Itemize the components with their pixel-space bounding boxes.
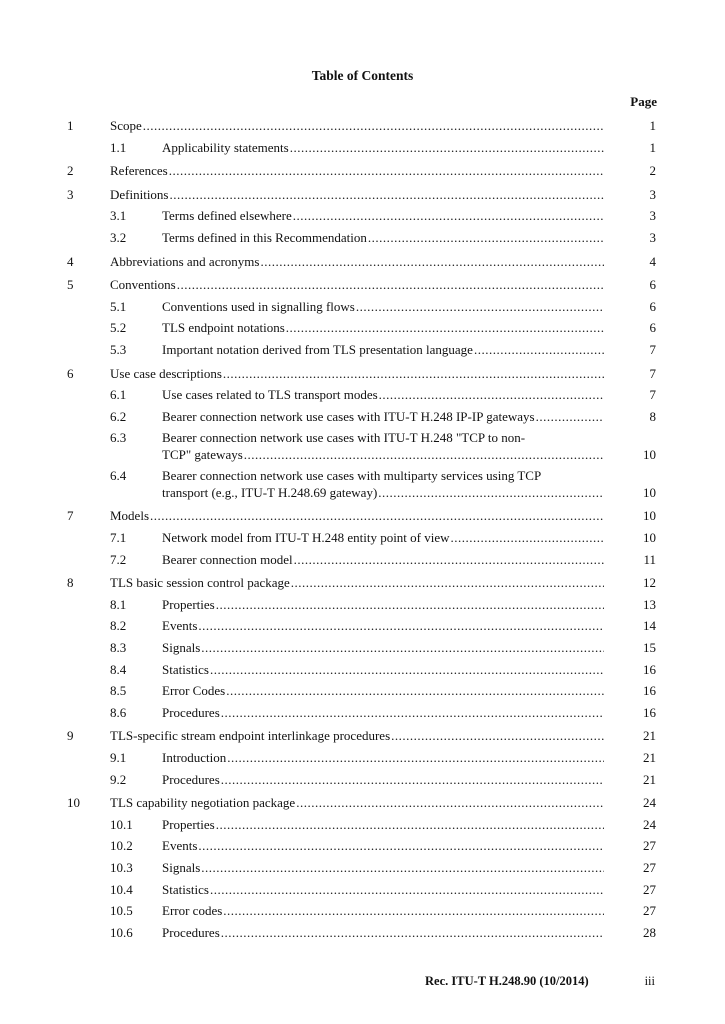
- toc-entry-label-continued: transport (e.g., ITU-T H.248.69 gateway): [162, 485, 378, 501]
- toc-entry-label-continued: TCP" gateways: [162, 447, 243, 463]
- dot-leader: [379, 387, 604, 403]
- footer-page-number: iii: [644, 974, 655, 988]
- toc-entry-label: Important notation derived from TLS presentation language: [162, 342, 473, 357]
- dot-leader: [223, 903, 604, 919]
- toc-entry-number: 4: [67, 253, 74, 269]
- toc-entry-label: Properties: [162, 596, 215, 612]
- toc-entry-number: 8.2: [110, 618, 127, 634]
- dot-leader: [293, 208, 604, 224]
- toc-entry-label: Procedures: [162, 771, 220, 787]
- toc-entry-number: 8.5: [110, 683, 127, 699]
- dot-leader: [286, 320, 604, 336]
- toc-entry-number: 1.1: [110, 139, 127, 155]
- toc-entry-label: Abbreviations and acronyms: [110, 253, 260, 269]
- toc-entry-page: 2: [649, 163, 656, 179]
- toc-entry-label: Network model from ITU-T H.248 entity point of view: [162, 530, 450, 545]
- dot-leader: [169, 163, 604, 179]
- toc-entry-label: Use cases related to TLS transport modes: [162, 387, 378, 403]
- toc-entry-page: 3: [649, 186, 656, 202]
- toc-entry-page: 1: [649, 118, 656, 133]
- dot-leader: [216, 597, 604, 613]
- toc-entry-page: 6: [649, 320, 656, 336]
- toc-entry-number: 8.1: [110, 596, 127, 612]
- dot-leader: [368, 230, 604, 246]
- dot-leader: [356, 299, 604, 315]
- toc-entry-number: 10.5: [110, 903, 133, 919]
- toc-entry-number: 6.4: [110, 468, 127, 484]
- toc-entry-number: 10.4: [110, 881, 133, 897]
- toc-entry-number: 5.3: [110, 342, 127, 357]
- toc-entry-page: 7: [649, 342, 656, 357]
- toc-entry-page: 8: [649, 408, 656, 424]
- toc-entry-label: Signals: [162, 860, 201, 875]
- dot-leader: [221, 705, 604, 721]
- toc-entry-number: 10.2: [110, 838, 133, 854]
- toc-entry-page: 7: [649, 387, 656, 403]
- dot-leader: [143, 118, 604, 134]
- toc-entry-page: 14: [643, 618, 656, 634]
- toc-entry-number: 2: [67, 163, 74, 179]
- toc-entry-number: 7.2: [110, 551, 127, 567]
- toc-entry-page: 16: [643, 683, 656, 699]
- toc-entry-page: 16: [643, 661, 656, 677]
- toc-entry-number: 8.3: [110, 640, 127, 655]
- toc-entry-page: 11: [643, 551, 656, 567]
- toc-entry-number: 10.1: [110, 816, 133, 832]
- dot-leader: [226, 683, 604, 699]
- toc-entry-label: Procedures: [162, 924, 220, 940]
- toc-entry-number: 10: [67, 795, 80, 811]
- toc-entry-label: Signals: [162, 640, 201, 655]
- toc-entry-number: 5: [67, 277, 74, 293]
- toc-entry-number: 5.1: [110, 298, 127, 314]
- toc-entry-label: Properties: [162, 816, 215, 832]
- dot-leader: [221, 925, 604, 941]
- dot-leader: [201, 640, 604, 656]
- dot-leader: [391, 728, 604, 744]
- toc-entry-page: 7: [649, 365, 656, 381]
- dot-leader: [150, 508, 604, 524]
- toc-entry-number: 7: [67, 508, 74, 524]
- toc-entry-number: 3: [67, 186, 74, 202]
- toc-entry-label: Error codes: [162, 903, 223, 919]
- toc-entry-number: 9: [67, 728, 74, 744]
- toc-entry-label: Error Codes: [162, 683, 226, 699]
- toc-entry-page: 24: [643, 795, 656, 811]
- toc-entry-page: 6: [649, 298, 656, 314]
- toc-entry-label: TLS basic session control package: [110, 575, 290, 591]
- toc-entry-label: Introduction: [162, 750, 227, 765]
- toc-entry-page: 10: [643, 447, 656, 463]
- dot-leader: [474, 342, 604, 358]
- toc-entry-label: Statistics: [162, 661, 209, 677]
- toc-entry-page: 27: [643, 881, 656, 897]
- dot-leader: [198, 838, 604, 854]
- toc-entry-number: 6.1: [110, 387, 127, 403]
- toc-entry-label: Events: [162, 618, 198, 634]
- dot-leader: [170, 187, 605, 203]
- toc-entry-number: 6: [67, 365, 74, 381]
- toc-entry-page: 21: [643, 771, 656, 787]
- page-title: Table of Contents: [311, 68, 414, 83]
- toc-entry-page: 27: [643, 838, 656, 854]
- dot-leader: [221, 772, 604, 788]
- dot-leader: [451, 530, 604, 546]
- dot-leader: [378, 485, 604, 501]
- toc-entry-label: Scope: [110, 118, 142, 133]
- toc-entry-number: 5.2: [110, 320, 127, 336]
- toc-entry-number: 7.1: [110, 530, 127, 545]
- toc-entry-number: 8.4: [110, 661, 127, 677]
- toc-entry-label: Use case descriptions: [110, 365, 222, 381]
- toc-entry-page: 27: [643, 903, 656, 919]
- toc-entry-page: 15: [643, 640, 656, 655]
- toc-entry-page: 3: [649, 208, 656, 224]
- toc-entry-page: 21: [643, 750, 656, 765]
- toc-entry-number: 1: [67, 118, 74, 133]
- toc-entry-number: 3.1: [110, 208, 127, 224]
- dot-leader: [296, 795, 604, 811]
- dot-leader: [536, 409, 604, 425]
- toc-entry-label: Statistics: [162, 881, 209, 897]
- toc-entry-page: 24: [643, 816, 656, 832]
- toc-entry-page: 13: [643, 596, 656, 612]
- toc-entry-number: 9.2: [110, 771, 127, 787]
- toc-entry-number: 6.3: [110, 430, 127, 446]
- dot-leader: [210, 882, 604, 898]
- toc-entry-label: Bearer connection network use cases with ITU-T H.248 "TCP to non-: [162, 430, 526, 446]
- toc-entry-page: 3: [649, 230, 656, 245]
- toc-entry-number: 6.2: [110, 408, 127, 424]
- toc-entry-number: 8: [67, 575, 74, 591]
- toc-entry-number: 10.3: [110, 860, 133, 875]
- dot-leader: [244, 447, 604, 463]
- toc-entry-number: 8.6: [110, 704, 127, 720]
- toc-entry-label: Models: [110, 508, 149, 524]
- dot-leader: [291, 575, 604, 591]
- dot-leader: [201, 860, 604, 876]
- toc-entry-label: References: [110, 163, 168, 179]
- toc-entry-label: Events: [162, 838, 198, 854]
- footer-document-id: Rec. ITU-T H.248.90 (10/2014): [425, 974, 589, 988]
- toc-entry-label: TLS-specific stream endpoint interlinkage procedures: [110, 728, 391, 744]
- page-column-header: Page: [630, 94, 657, 109]
- dot-leader: [216, 817, 604, 833]
- toc-entry-label: Procedures: [162, 704, 220, 720]
- toc-entry-page: 28: [643, 924, 656, 940]
- toc-entry-label: Conventions: [110, 277, 176, 293]
- toc-entry-page: 6: [649, 277, 656, 293]
- toc-entry-page: 16: [643, 704, 656, 720]
- dot-leader: [294, 552, 604, 568]
- toc-entry-label: TLS capability negotiation package: [110, 795, 296, 811]
- toc-entry-label: Definitions: [110, 186, 169, 202]
- toc-entry-label: Conventions used in signalling flows: [162, 298, 355, 314]
- dot-leader: [227, 750, 604, 766]
- toc-entry-label: Terms defined in this Recommendation: [162, 230, 367, 245]
- toc-entry-label: Bearer connection network use cases with ITU-T H.248 IP-IP gateways: [162, 408, 535, 424]
- toc-entry-number: 3.2: [110, 230, 127, 245]
- dot-leader: [223, 366, 604, 382]
- toc-entry-page: 1: [649, 139, 656, 155]
- toc-entry-page: 21: [643, 728, 656, 744]
- dot-leader: [177, 277, 604, 293]
- toc-entry-label: Terms defined elsewhere: [162, 208, 292, 224]
- toc-entry-page: 27: [643, 860, 656, 875]
- dot-leader: [198, 618, 604, 634]
- toc-entry-label: TLS endpoint notations: [162, 320, 285, 336]
- toc-entry-label: Bearer connection network use cases with multiparty services using TCP: [162, 468, 542, 484]
- dot-leader: [210, 662, 604, 678]
- toc-entry-page: 12: [643, 575, 656, 591]
- toc-entry-number: 9.1: [110, 750, 127, 765]
- dot-leader: [260, 254, 604, 270]
- toc-entry-page: 10: [643, 485, 656, 501]
- toc-entry-label: Applicability statements: [162, 139, 289, 155]
- toc-entry-label: Bearer connection model: [162, 551, 293, 567]
- toc-entry-page: 10: [643, 530, 656, 545]
- toc-entry-number: 10.6: [110, 924, 133, 940]
- toc-entry-page: 10: [643, 508, 656, 524]
- toc-entry-page: 4: [649, 253, 656, 269]
- dot-leader: [290, 140, 604, 156]
